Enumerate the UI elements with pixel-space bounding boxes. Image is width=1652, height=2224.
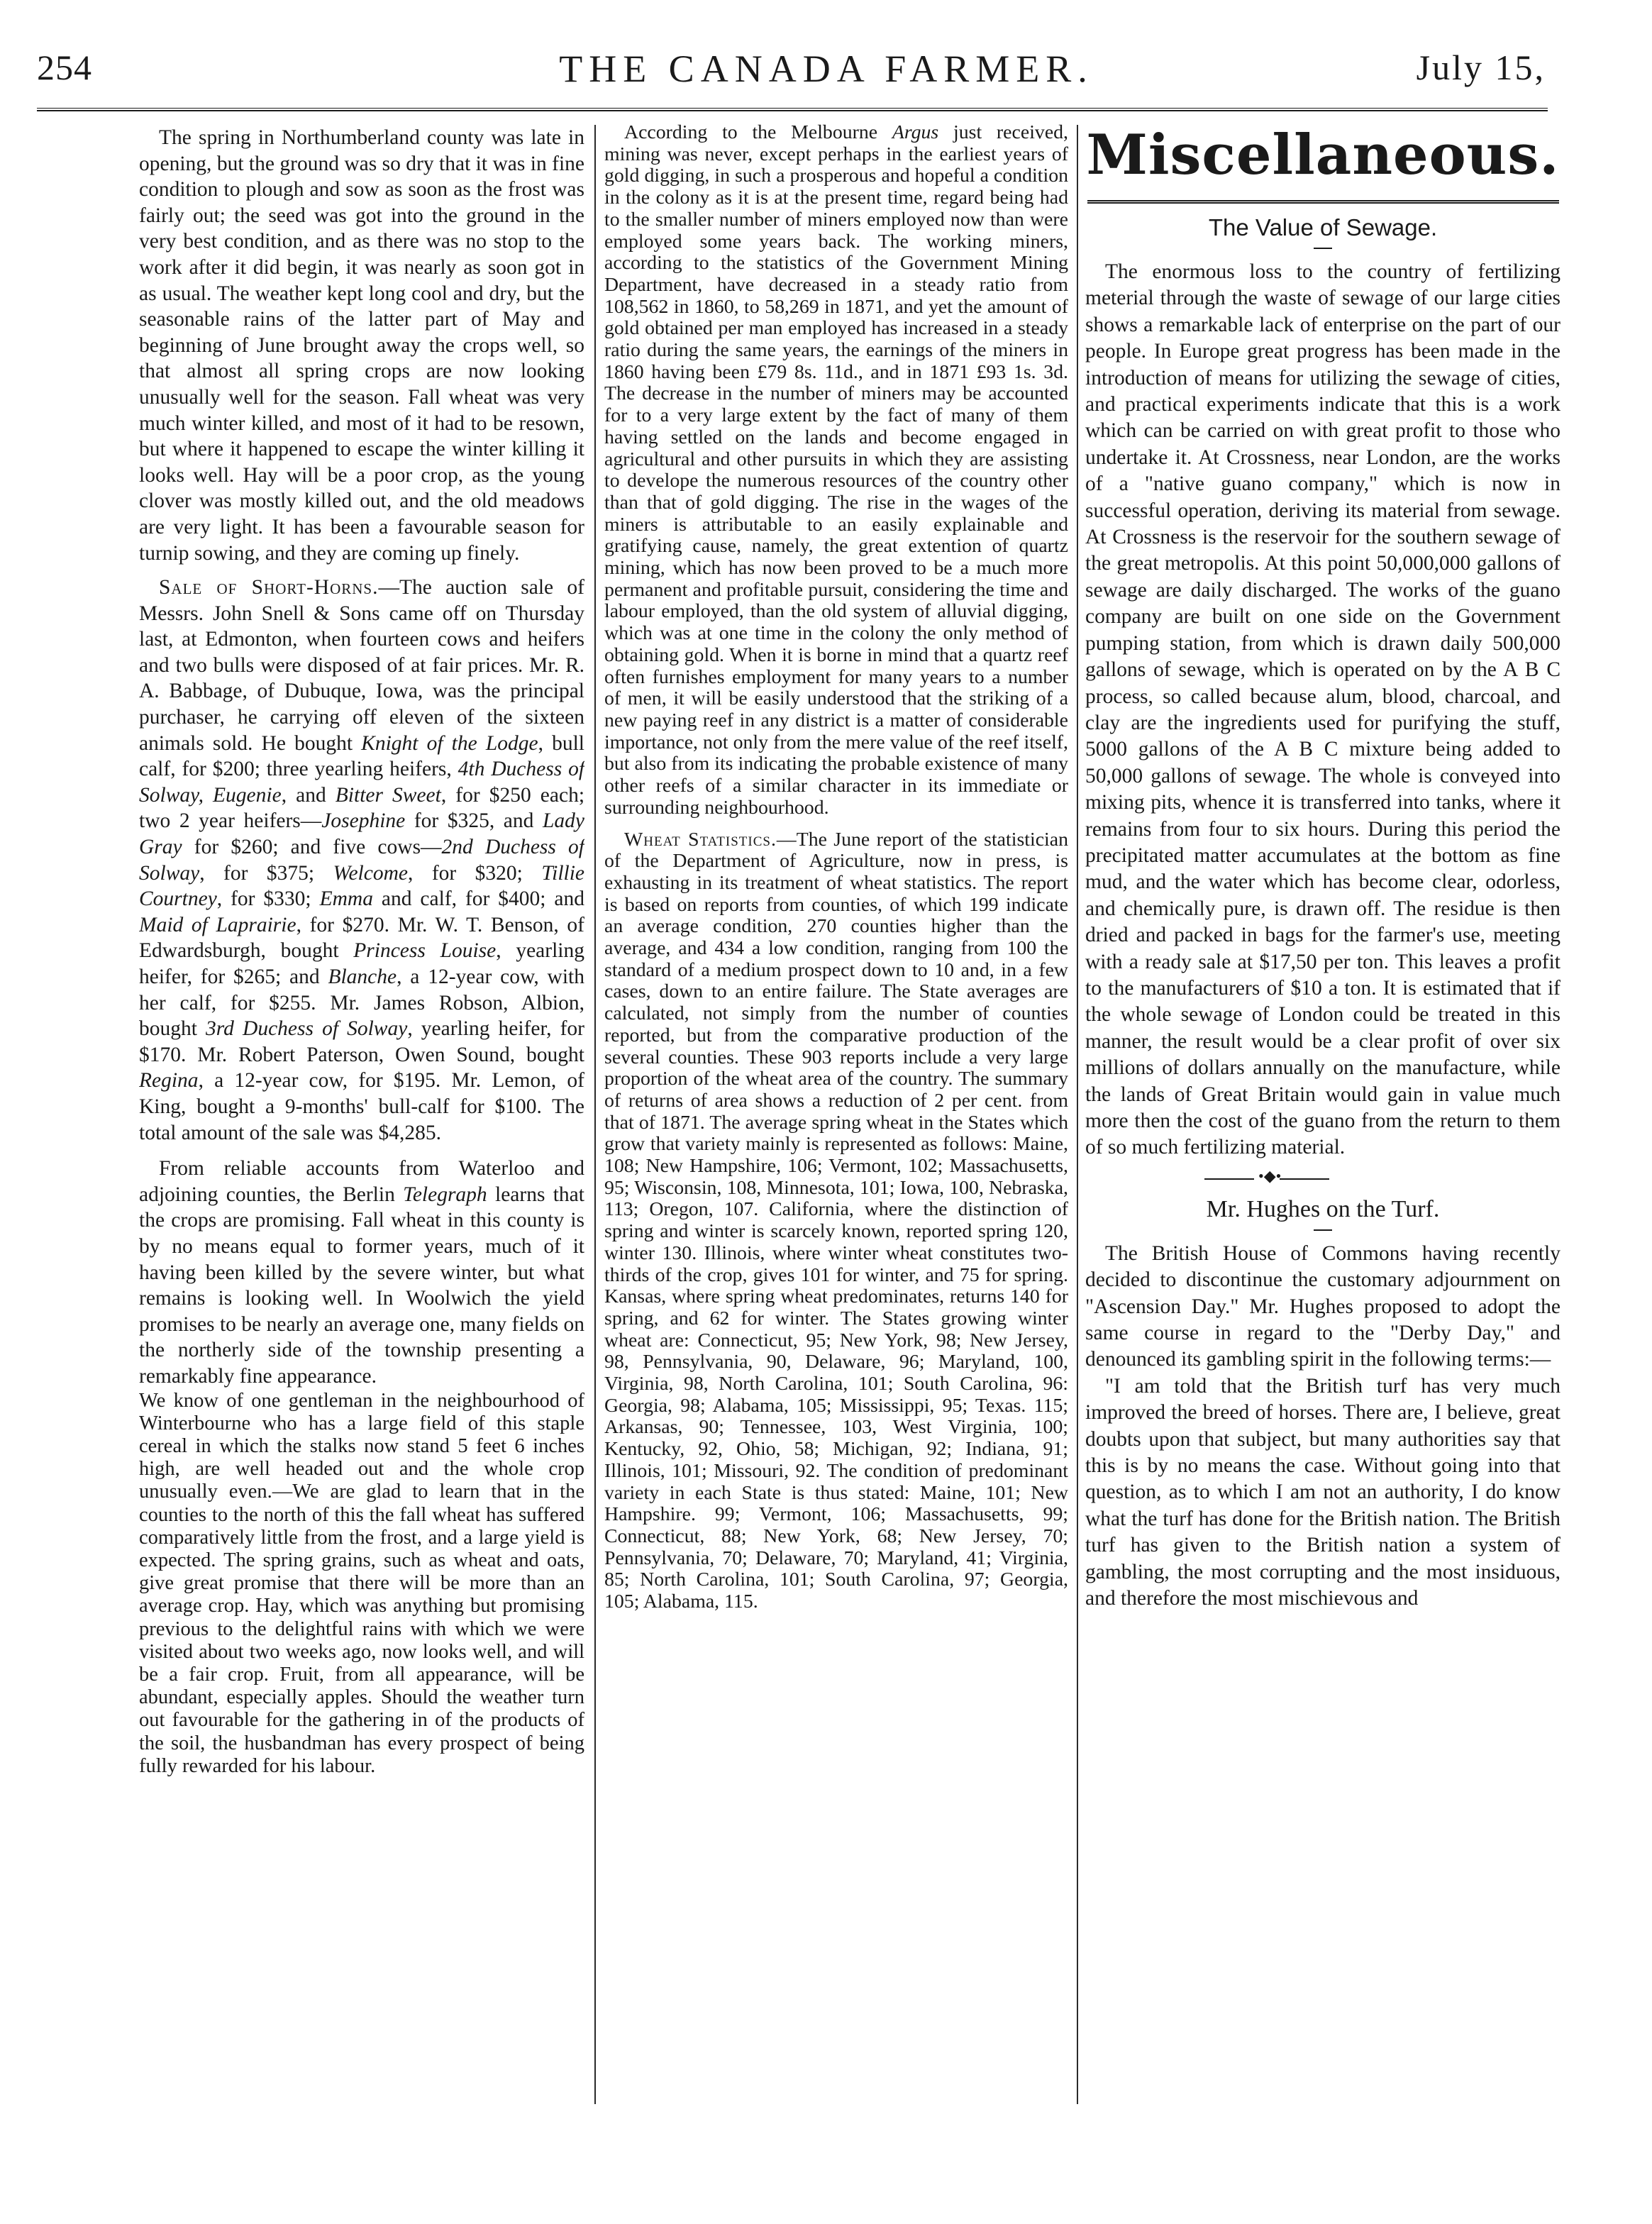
column-3: [1085, 122, 1560, 2108]
paragraph-heading: Wheat Statistics.: [624, 828, 777, 851]
animal-name: Emma: [319, 887, 373, 911]
column-1: [139, 122, 584, 2108]
sewage-article-body: The enormous loss to the country of fertilizing meterial through the waste of sewage of our large cities shows a remarkable lack of enterprise on the part of our people. In Europe great progress has been made in the introduction of means for utilizing the sewage of cities, and practical experiments indicate that this is a work which can be carried on with great profit to those who undertake it. At Crossness, near London, are the works of a "native guano company," which is now in successful operation, deriving its material from sewage. At Crossness is the reservoir for the southern sewage of the great metropolis. At this point 50,000,000 gallons of sewage are daily discharged. The works of the guano company are built on one side on the Government pumping station, from which is drawn daily 500,000 gallons of sewage, which is operated on by the A B C process, so called because alum, blood, charcoal, and clay are the ingredients used for purifying the stuff, 5000 gallons of the A B C mixture being added to 50,000 gallons of sewage. The whole is conveyed into mixing pits, whence it is transferred into tanks, where it remains from four to six hours. During this period the precipitated matter accumulates at the bottom as fine mud, and the water which has become clear, odorless, and chemically pure, is drawn off. The residue is then dried and packed in bags for the farmer's use, meeting with a ready sale at $17,50 per ton. This leaves a profit to the manufacturers of $10 a ton. It is estimated that if the whole sewage of London could be treated in this manner, the result would be a clear profit of over six millions of dollars annually on the manufacture, while the lands of Great Britain would gain in value much more then the cost of the guano from the return to them of so much fertilizing material.: [1085, 260, 1560, 1159]
separator-line: [1204, 1178, 1254, 1180]
newspaper-name: Argus: [892, 122, 939, 143]
page-number: 254: [37, 48, 92, 87]
animal-name: Regina: [139, 1069, 199, 1092]
animal-name: Tillie Courtney: [139, 861, 584, 911]
animal-name: Lady Gray: [139, 809, 584, 859]
winterbourne-wheat-paragraph: We know of one gentleman in the neighbourhood of Winterbourne who has a large field of this staple cereal in which the stalks now stand 5 feet 6 inches high, are well headed out and the whole crop unusually even.—We are glad to learn that in the counties to the north of this the fall wheat has suffered comparatively little from the frost, and a large yield is expected. The spring grains, such as wheat and oats, give great promise that there will be more than an average crop. Hay, which was anything but promising previous to the delightful rains with which we were visited about two weeks ago, now looks well, and will be a fair crop. Fruit, from all appearance, will be abundant, especially apples. Should the weather turn out favourable for the gathering in of the products of the soil, the husbandman has every prospect of being fully rewarded for his labour.: [139, 1389, 584, 1777]
title-rule: [1314, 1229, 1332, 1231]
separator-line: [1280, 1178, 1329, 1180]
header-rule: [37, 108, 1548, 111]
northumberland-crops-paragraph: The spring in Northumberland county was late in opening, but the ground was so dry that it was in fine condition to plough and sow as soon as the frost was fairly out; the seed was got into the ground in the very best condition, and as there was no stop to the work after it did begin, it was nearly as soon got in as usual. The weather kept long cool and dry, but the seasonable rains of the latter part of May and beginning of June brought away the crops well, so that almost all spring crops are now looking unusually well for the season. Fall wheat was very much winter killed, and most of it had to be resown, but where it happened to escape the winter killing it looks well. Hay will be a poor crop, as the young clover was mostly killed out, and the old meadows are very light. It has been a favourable season for turnip sowing, and they are coming up finely.: [139, 126, 584, 565]
animal-name: 4th Duchess of Solway, Eugenie: [139, 758, 584, 807]
column-rule: [594, 125, 596, 2104]
masthead-title: THE CANADA FARMER.: [559, 48, 1094, 90]
column-rule: [1077, 125, 1078, 2104]
melbourne-mining-paragraph: According to the Melbourne Argus just received, mining was never, except perhaps in the earliest years of gold digging, in such a prosperous and hopeful a condition in the colony as it is at the present time, regard being had to the smaller number of miners employed now than were employed some years back. The working miners, according to the statistics of the Government Mining Department, have decreased in a steady ratio from 108,562 in 1860, to 58,269 in 1871, and yet the amount of gold obtained per man employed has increased in a steady ratio during the same years, the earnings of the miners in 1860 having been £79 8s. 11d., and in 1871 £93 1s. 3d. The decrease in the number of miners may be accounted for to a very large extent by the fact of many of them having settled on the lands and become engaged in agricultural and other pursuits in which they are assisting to develope the numerous resources of the country other than that of gold digging. The rise in the wages of the miners is attributable to an easily explainable and gratifying cause, namely, the great extention of quartz mining, which has now been proved to be a much more permanent and profitable pursuit, considering the time and labour employed, than the old system of alluvial digging, which was at one time in the colony the only method of obtaining gold. When it is borne in mind that a quartz reef often furnishes employment for many years to a number of men, it will be easily understood that the striking of a new paying reef in any district is a matter of considerable importance, not only from the mere value of the reef itself, but also from its indicating the probable existence of many other reefs of a similar character in its immediate or surrounding neighbourhood.: [604, 122, 1068, 819]
animal-name: Princess Louise: [353, 939, 497, 963]
animal-name: Knight of the Lodge: [361, 731, 538, 755]
article-separator: [1085, 1166, 1560, 1185]
animal-name: Bitter Sweet: [335, 783, 441, 807]
newspaper-name: Telegraph: [403, 1183, 487, 1206]
animal-name: 2nd Duchess of Solway: [139, 836, 584, 885]
separator-dots: •◆•: [1258, 1166, 1282, 1185]
title-rule: [1314, 248, 1332, 249]
section-title: Miscellaneous.: [1086, 123, 1560, 187]
animal-name: Josephine: [321, 809, 406, 833]
animal-name: 3rd Duchess of Solway: [206, 1017, 408, 1041]
article-title: Mr. Hughes on the Turf.: [1206, 1195, 1440, 1222]
paragraph-heading: Sale of Short-Horns.: [159, 576, 379, 599]
animal-name: Maid of Laprairie: [139, 913, 296, 936]
short-horns-sale-paragraph: Sale of Short-Horns.—The auction sale of Messrs. John Snell & Sons came off on Thursday last, at Edmonton, when fourteen cows and heifers and two bulls were disposed of at fair prices. Mr. R. A. Babbage, of Dubuque, Iowa, was the principal purchaser, he carrying off eleven of the sixteen animals sold. He bought Knight of the Lodge, bull calf, for $200; three yearling heifers, 4th Duchess of Solway, Eugenie, and Bitter Sweet, for $250 each; two 2 year heifers—Josephine for $325, and Lady Gray for $260; and five cows—2nd Duchess of Solway, for $375; Welcome, for $320; Tillie Courtney, for $330; Emma and calf, for $400; and Maid of Laprairie, for $270. Mr. W. T. Benson, of Edwardsburgh, bought Princess Louise, yearling heifer, for $265; and Blanche, a 12-year cow, with her calf, for $255. Mr. James Robson, Albion, bought 3rd Duchess of Solway, yearling heifer, for $170. Mr. Robert Paterson, Owen Sound, bought Regina, a 12-year cow, for $195. Mr. Lemon, of King, bought a 9-months' bull-calf for $100. The total amount of the sale was $4,285.: [139, 576, 584, 1144]
article-title: The Value of Sewage.: [1208, 214, 1438, 240]
wheat-statistics-paragraph: Wheat Statistics.—The June report of the statistician of the Department of Agriculture, now in press, is exhausting in its treatment of wheat statistics. The report is based on reports from counties, of which 199 indicate an average condition, 270 counties higher than the average, and 434 a low condition, ranging from 100 the standard of a medium prospect down to 10 and, in a few cases, down to an entire failure. The State averages are calculated, not simply from the number of counties reported, but from the comparative production of the several counties. These 903 reports include a very large proportion of the wheat area of the country. The summary of returns of area shows a reduction of 2 per cent. from that of 1871. The average spring wheat in the States which grow that variety mainly is represented as follows: Maine, 108; New Hampshire, 106; Vermont, 102; Massachusetts, 95; Wisconsin, 108, Minnesota, 101; Iowa, 100, Nebraska, 113; Oregon, 107. California, where the distinction of spring and winter is scarcely known, reported spring 120, winter 130. Illinois, where winter wheat constitutes two-thirds of the crop, gives 101 for winter, and 75 for spring. Kansas, where spring wheat predominates, returns 140 for spring, and 62 for winter. The States growing winter wheat are: Connecticut, 95; New York, 98; New Jersey, 98, Pennsylvania, 90, Delaware, 96; Maryland, 100, Virginia, 98, North Carolina, 101; South Carolina, 96: Georgia, 98; Alabama, 105; Mississippi, 95; Texas. 115; Arkansas, 90; Tennessee, 103, West Virginia, 100; Kentucky, 92, Ohio, 58; Michigan, 92; Indiana, 91; Illinois, 101; Missouri, 92. The condition of predominant variety in each State is thus stated: Maine, 101; New Hampshire. 99; Vermont, 106; Massachusetts, 99; Connecticut, 88; New York, 68; New Jersey, 70; Pennsylvania, 70; Delaware, 70; Maryland, 41; Virginia, 85; North Carolina, 101; South Carolina, 97; Georgia, 105; Alabama, 115.: [604, 828, 1068, 1613]
waterloo-crops-paragraph: From reliable accounts from Waterloo and adjoining counties, the Berlin Telegraph learns that the crops are promising. Fall wheat in this county is by no means equal to former years, much of it having been killed by the severe winter, but what remains is looking well. In Woolwich the yield promises to be nearly an average one, many fields on the northerly side of the township presenting a remarkably fine appearance.: [139, 1157, 584, 1388]
column-2: [604, 122, 1068, 2108]
turf-article-quote: "I am told that the British turf has very much improved the breed of horses. There are, I believe, great doubts upon that subject, but many authorities say that this is by no means the case. Without going into that question, as to which I am not an authority, I do know what the turf has done for the British nation. The British turf has given to the British nation a system of gambling, the most corrupting and the most insiduous, and therefore the most mischievous and: [1085, 1374, 1560, 1610]
section-rule: [1087, 200, 1559, 204]
turf-article-paragraph: The British House of Commons having recently decided to discontinue the customary adjournment on "Ascension Day." Mr. Hughes proposed to adopt the same course in regard to the "Derby Day," and denounced its gambling spirit in the following terms:—: [1085, 1241, 1560, 1371]
animal-name: Blanche: [328, 966, 397, 988]
issue-date: July 15,: [1416, 48, 1546, 87]
animal-name: Welcome: [333, 861, 408, 885]
